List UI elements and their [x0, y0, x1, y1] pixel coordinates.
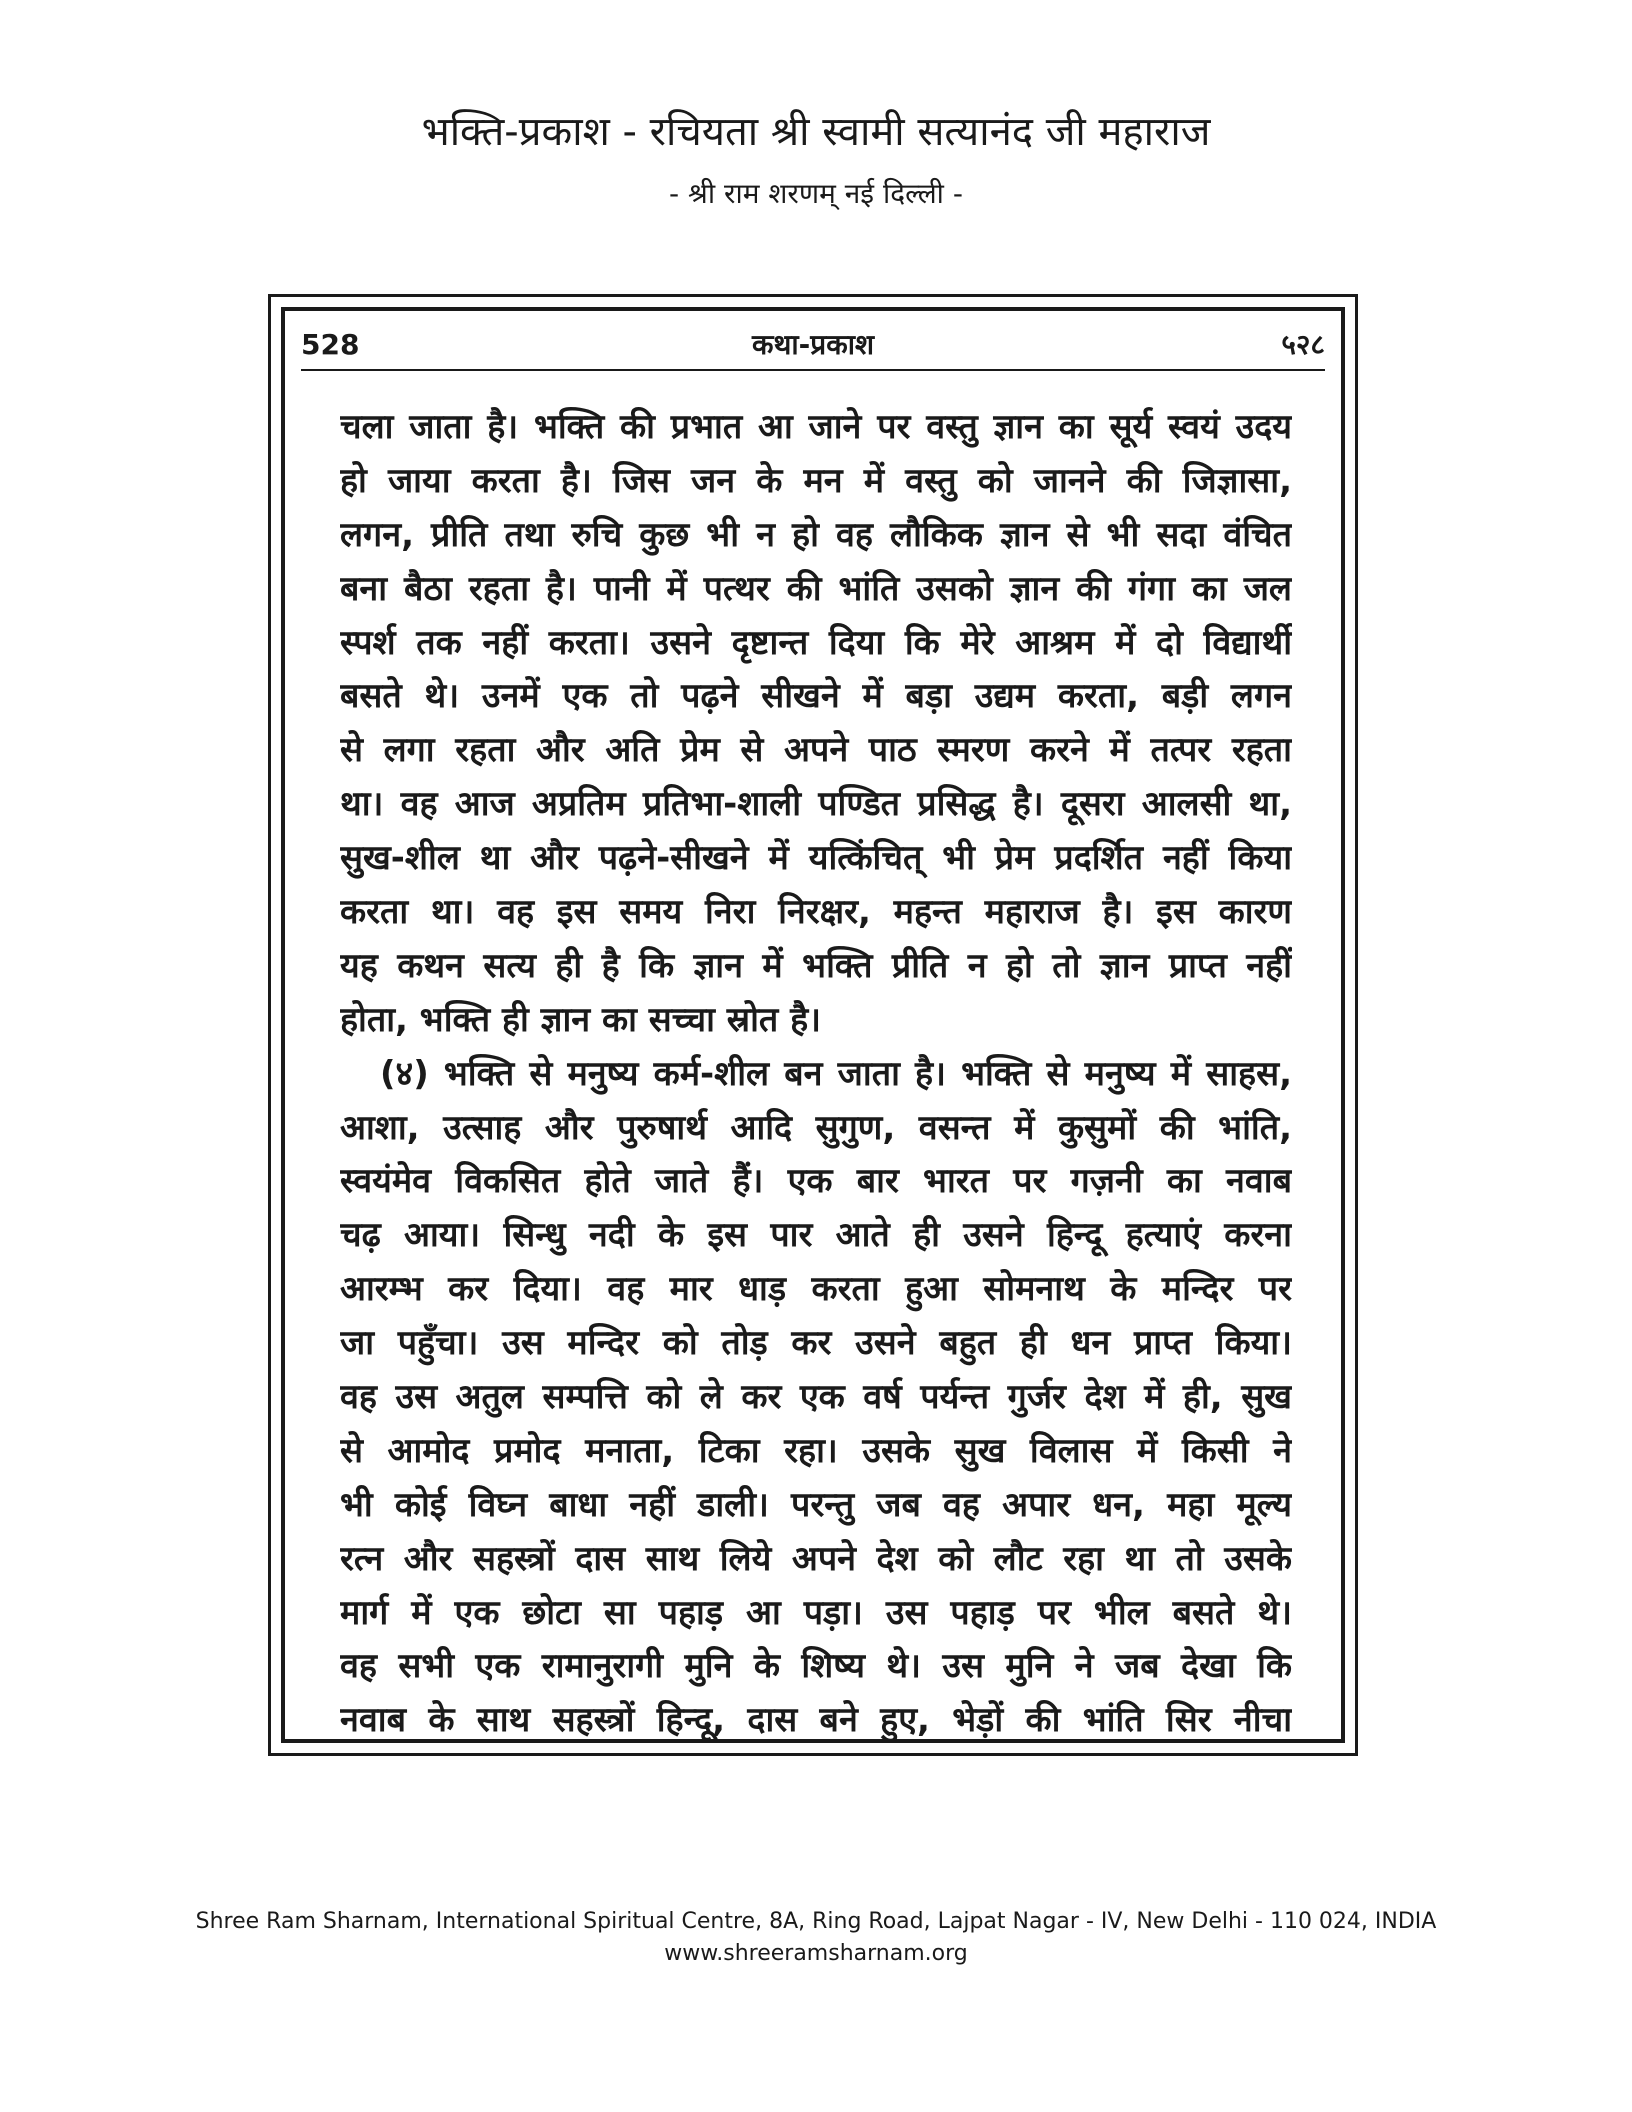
- footer-website: www.shreeramsharnam.org: [664, 1941, 968, 1966]
- text-line: से आमोद प्रमोद मनाता, टिका रहा। उसके सुख विलास में किसी ने: [340, 1430, 1292, 1471]
- page-running-head: [301, 321, 1325, 371]
- text-line: चला जाता है। भक्ति की प्रभात आ जाने पर वस्तु ज्ञान का सूर्य स्वयं उदय: [340, 407, 1292, 447]
- text-line: होता, भक्ति ही ज्ञान का सच्चा स्रोत है।: [340, 999, 822, 1040]
- text-line: हो जाया करता है। जिस जन के मन में वस्तु को जानने की जिज्ञासा,: [340, 460, 1292, 501]
- document-footer: [0, 1906, 1632, 1970]
- text-line: था। वह आज अप्रतिम प्रतिभा-शाली पण्डित प्रसिद्ध है। दूसरा आलसी था,: [340, 784, 1292, 825]
- text-line: मार्ग में एक छोटा सा पहाड़ आ पड़ा। उस पहाड़ पर भील बसते थे।: [340, 1592, 1292, 1633]
- section-title: कथा-प्रकाश: [752, 328, 874, 361]
- document-header: [0, 104, 1632, 214]
- text-line: नवाब के साथ सहस्त्रों हिन्दू, दास बने हुए, भेड़ों की भांति सिर नीचा: [340, 1700, 1292, 1741]
- page-number-arabic: 528: [301, 328, 360, 361]
- page-frame: [268, 294, 1358, 1756]
- text-line: सुख-शील था और पढ़ने-सीखने में यत्किंचित् भी प्रेम प्रदर्शित नहीं किया: [340, 838, 1292, 879]
- page-number-devanagari: ५२८: [1281, 328, 1325, 361]
- text-line: स्पर्श तक नहीं करता। उसने दृष्टान्त दिया कि मेरे आश्रम में दो विद्यार्थी: [340, 622, 1292, 663]
- text-line: बसते थे। उनमें एक तो पढ़ने सीखने में बड़ा उद्यम करता, बड़ी लगन: [340, 676, 1292, 717]
- text-line: से लगा रहता और अति प्रेम से अपने पाठ स्मरण करने में तत्पर रहता: [340, 730, 1292, 771]
- text-line: आरम्भ कर दिया। वह मार धाड़ करता हुआ सोमनाथ के मन्दिर पर: [340, 1269, 1292, 1310]
- text-line: बना बैठा रहता है। पानी में पत्थर की भांति उसको ज्ञान की गंगा का जल: [340, 568, 1292, 609]
- text-line: स्वयंमेव विकसित होते जाते हैं। एक बार भारत पर गज़नी का नवाब: [340, 1161, 1292, 1202]
- text-line: जा पहुँचा। उस मन्दिर को तोड़ कर उसने बहुत ही धन प्राप्त किया।: [340, 1323, 1292, 1364]
- page-frame-inner: [281, 307, 1345, 1743]
- text-line: (४) भक्ति से मनुष्य कर्म-शील बन जाता है। भक्ति से मनुष्य में साहस,: [380, 1053, 1292, 1094]
- body-text: [340, 401, 1292, 1748]
- text-line: वह सभी एक रामानुरागी मुनि के शिष्य थे। उस मुनि ने जब देखा कि: [340, 1646, 1292, 1687]
- text-line: भी कोई विघ्न बाधा नहीं डाली। परन्तु जब वह अपार धन, महा मूल्य: [340, 1484, 1292, 1525]
- text-line: करता था। वह इस समय निरा निरक्षर, महन्त महाराज है। इस कारण: [340, 892, 1292, 933]
- text-line: वह उस अतुल सम्पत्ति को ले कर एक वर्ष पर्यन्त गुर्जर देश में ही, सुख: [340, 1377, 1292, 1418]
- text-line: रत्न और सहस्त्रों दास साथ लिये अपने देश को लौट रहा था तो उसके: [340, 1538, 1292, 1579]
- text-line: यह कथन सत्य ही है कि ज्ञान में भक्ति प्रीति न हो तो ज्ञान प्राप्त नहीं: [340, 945, 1292, 986]
- text-line: आशा, उत्साह और पुरुषार्थ आदि सुगुण, वसन्त में कुसुमों की भांति,: [340, 1107, 1292, 1148]
- document-subtitle: - श्री राम शरणम् नई दिल्ली -: [669, 177, 963, 210]
- text-line: लगन, प्रीति तथा रुचि कुछ भी न हो वह लौकिक ज्ञान से भी सदा वंचित: [340, 514, 1292, 555]
- text-line: चढ़ आया। सिन्धु नदी के इस पार आते ही उसने हिन्दू हत्याएं करना: [340, 1215, 1292, 1256]
- footer-address: Shree Ram Sharnam, International Spiritual Centre, 8A, Ring Road, Lajpat Nagar - IV, New Delhi - 110 024, INDIA: [195, 1909, 1437, 1934]
- document-title: भक्ति-प्रकाश - रचियता श्री स्वामी सत्यानंद जी महाराज: [421, 109, 1211, 155]
